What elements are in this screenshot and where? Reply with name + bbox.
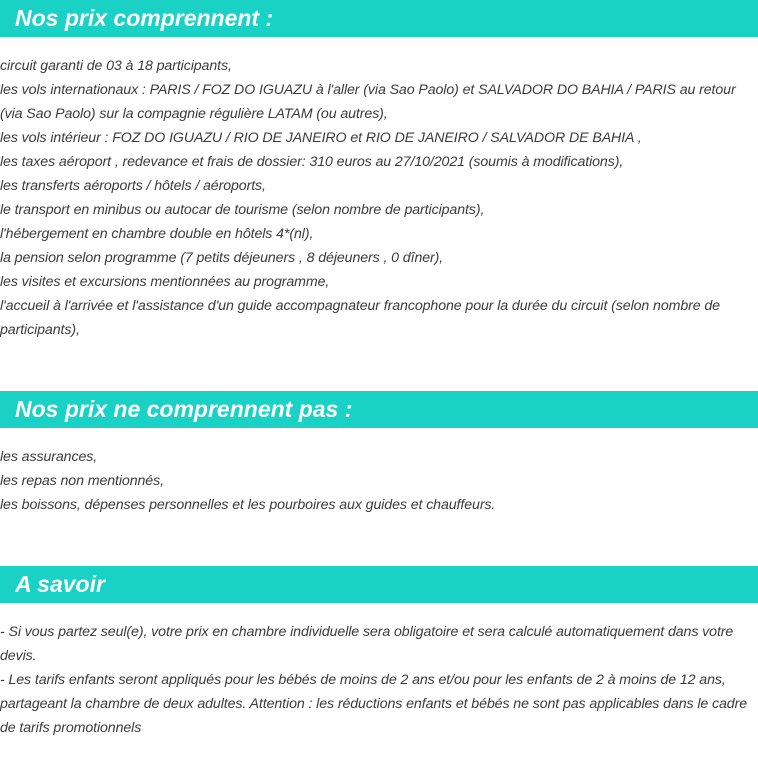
section-header-good-to-know	[0, 566, 758, 603]
list-item: les assurances,	[0, 449, 98, 465]
list-item: l'hébergement en chambre double en hôtels 4*(nl),	[0, 226, 314, 242]
list-item: les boissons, dépenses personnelles et les pourboires aux guides et chauffeurs.	[0, 497, 496, 513]
list-item: le transport en minibus ou autocar de tourisme (selon nombre de participants),	[0, 202, 485, 218]
not-included-list	[0, 445, 758, 517]
list-item: les vols intérieur : FOZ DO IGUAZU / RIO DE JANEIRO et RIO DE JANEIRO / SALVADOR DE BAHIA ,	[0, 130, 642, 146]
section-title: Nos prix ne comprennent pas :	[15, 396, 353, 422]
included-list	[0, 54, 758, 342]
list-item: - Si vous partez seul(e), votre prix en chambre individuelle sera obligatoire et sera calculé automatiquement dans votre devis.	[0, 624, 734, 664]
list-item: - Les tarifs enfants seront appliqués pour les bébés de moins de 2 ans et/ou pour les enfants de 2 à moins de 12 ans, partageant la chambre de deux adultes. Attention : les réductions enfants et bébés ne sont pas applicables dans le cadre de tarifs promotionnels	[0, 672, 748, 736]
list-item: les transferts aéroports / hôtels / aéroports,	[0, 178, 266, 194]
list-item: la pension selon programme (7 petits déjeuners , 8 déjeuners , 0 dîner),	[0, 250, 444, 266]
list-item: les repas non mentionnés,	[0, 473, 164, 489]
list-item: l'accueil à l'arrivée et l'assistance d'un guide accompagnateur francophone pour la durée du circuit (selon nombre de participants),	[0, 298, 720, 338]
list-item: les taxes aéroport , redevance et frais de dossier: 310 euros au 27/10/2021 (soumis à modifications),	[0, 154, 624, 170]
list-item: circuit garanti de 03 à 18 participants,	[0, 58, 232, 74]
section-header-not-included	[0, 391, 758, 428]
list-item: les visites et excursions mentionnées au programme,	[0, 274, 330, 290]
good-to-know-list	[0, 620, 758, 740]
section-title: A savoir	[15, 571, 105, 597]
section-title: Nos prix comprennent :	[15, 5, 274, 31]
list-item: les vols internationaux : PARIS / FOZ DO IGUAZU à l'aller (via Sao Paolo) et SALVADOR DO BAHIA / PARIS au retour (via Sao Paolo) sur la compagnie régulière LATAM (ou autres),	[0, 82, 736, 122]
section-header-included	[0, 0, 758, 37]
